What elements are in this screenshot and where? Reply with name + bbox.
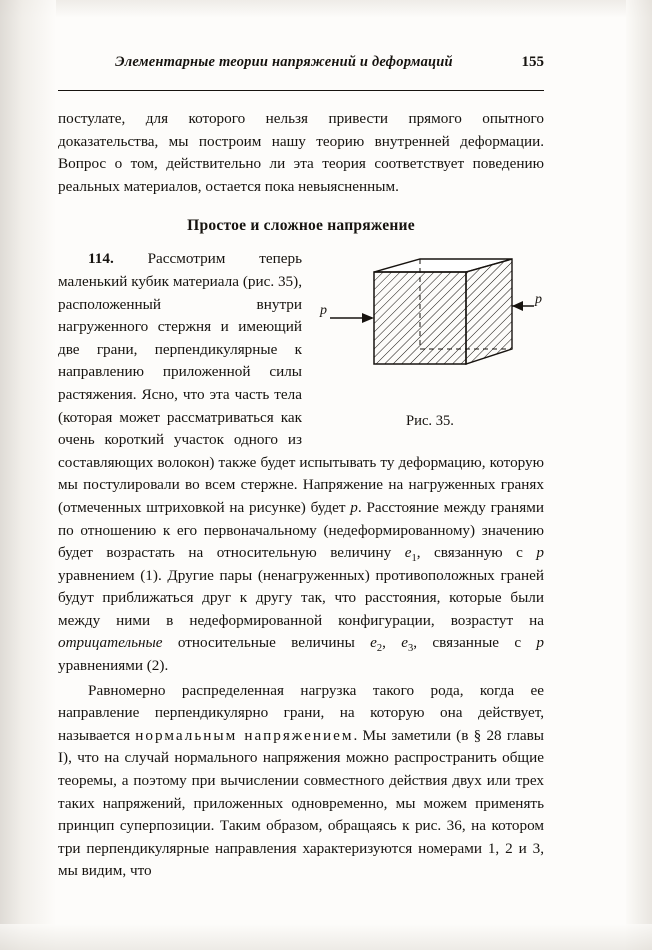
paragraph-114-text-8: уравнениями (2). — [58, 657, 169, 675]
figure-caption: Рис. 35. — [406, 413, 454, 430]
symbol-e3-sub: 3 — [408, 643, 414, 655]
term-normal-stress: нормальным напряжением — [135, 726, 354, 744]
symbol-e3: e — [401, 634, 408, 652]
symbol-e2: e — [370, 634, 377, 652]
symbol-e1: e — [404, 544, 412, 562]
figure-label-left: p — [320, 303, 327, 319]
symbol-p-1: p — [350, 498, 358, 516]
page-edge-shading-left — [0, 0, 56, 950]
paragraph-continuation: постулате, для которого нельзя привести прямого опытного доказательства, мы построим нашу теорию внутренней деформации. Вопрос о том, действительно ли эта теория соответствует поведению реальных материалов, остается пока невыясненным. — [58, 110, 544, 195]
paragraph-114-text-7: , связанные с — [413, 634, 537, 652]
paragraph-114-text-5: относительные величины — [162, 634, 371, 652]
symbol-p-3: p — [536, 634, 544, 652]
paragraph-number: 114. — [88, 250, 114, 268]
page-edge-shading-right — [626, 0, 652, 950]
paragraph-114-text-1: Рассмотрим теперь маленький кубик материала (рис. 35), расположенный внутри нагруженного стержня и имеющий две грани, перпендикулярные к направлению приложенной силы растяжения. Ясно, что эта часть тела (которая может рассматриваться как очень короткий участок одного из составляющих волокон) также будет испытывать ту деформацию, которую мы постулировали во всем стержне. Напряжение на нагруженных гранях (отмеченных штриховкой на рисунке) будет — [58, 250, 544, 516]
figure-text-block — [58, 248, 544, 677]
paragraph-114-text-6: , — [382, 634, 402, 652]
emphasis-negative: отрицательные — [58, 634, 163, 652]
symbol-e2-sub: 2 — [376, 643, 383, 655]
paragraph-uniform-text-1: Равномерно распределенная нагрузка такого рода, когда ее направление перпендикулярно грани, на которую она действует, называется — [58, 681, 544, 744]
running-head-title: Элементарные теории напряжений и деформаций — [115, 54, 453, 70]
page-edge-shading-top — [0, 0, 652, 18]
section-heading: Простое и сложное напряжение — [187, 217, 415, 235]
symbol-e1-sub: 1 — [411, 553, 417, 565]
page-content — [58, 52, 544, 883]
page-edge-shading-bottom — [0, 924, 652, 950]
symbol-p-2: p — [536, 544, 544, 562]
cube-diagram — [316, 254, 544, 404]
running-head — [58, 52, 544, 86]
figure-label-right: p — [535, 292, 542, 308]
paragraph-114-text-3: , связанную с — [416, 544, 537, 562]
paragraph-114-text-2: . Расстояние между гранями по отношению к его первоначальному (недеформированному) значению будет возрастать на относительную величину — [58, 498, 544, 562]
paragraph-uniform-load — [58, 680, 544, 883]
figure-35 — [316, 254, 544, 430]
paragraph-114-text-4: уравнением (1). Другие пары (ненагруженных) противоположных граней будут приближаться друг к другу так, что расстояния, которые были между ними в недеформированной конфигурации, возрастут на — [58, 566, 544, 629]
paragraph-uniform-text-2: . Мы заметили (в § 28 главы I), что на случай нормального напряжения можно распространить общие теоремы, а поэтому при вычислении совместного действия двух или трех таких напряжений, приложенных одновременно, мы можем применять принцип суперпозиции. Таким образом, обращаясь к рис. 36, на котором три перпендикулярные направления характеризуются номерами 1, 2 и 3, мы видим, что — [58, 726, 544, 880]
header-rule — [58, 90, 544, 91]
page-number: 155 — [521, 54, 544, 70]
